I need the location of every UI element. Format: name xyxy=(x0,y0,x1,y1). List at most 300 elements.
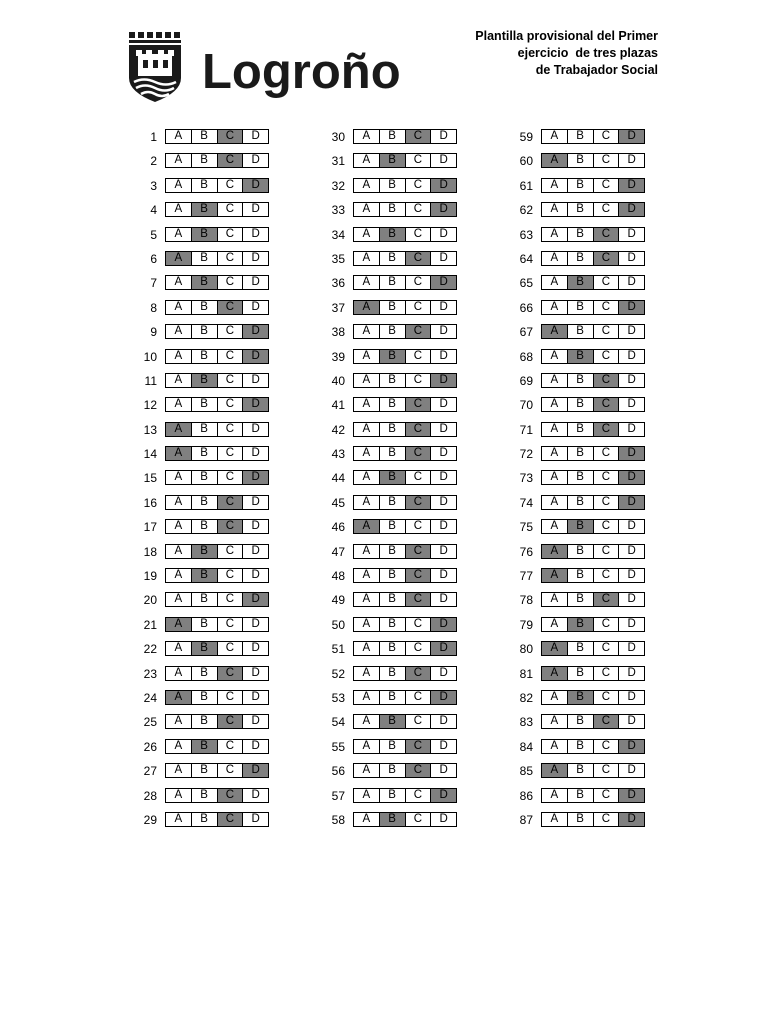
option-cell: A xyxy=(354,203,380,216)
option-cell: A xyxy=(542,520,568,533)
option-boxes xyxy=(165,690,269,705)
option-cell: A xyxy=(542,398,568,411)
question-number: 74 xyxy=(519,495,533,510)
option-cell: D xyxy=(251,715,260,728)
option-cell: A xyxy=(166,301,192,314)
option-boxes xyxy=(165,227,269,242)
option-cell-selected: C xyxy=(218,789,244,802)
option-cell: D xyxy=(627,544,636,557)
option-cell-selected: B xyxy=(380,228,406,241)
option-cell: A xyxy=(354,447,380,460)
question-number: 31 xyxy=(331,154,345,169)
option-cell-selected: C xyxy=(406,130,432,143)
option-boxes xyxy=(353,446,457,461)
option-cell: A xyxy=(542,447,568,460)
option-boxes xyxy=(353,129,457,144)
option-cell: C xyxy=(406,374,432,387)
option-boxes xyxy=(353,666,457,681)
question-number: 16 xyxy=(143,495,157,510)
option-boxes xyxy=(165,153,269,168)
option-cell: B xyxy=(192,252,218,265)
question-number: 57 xyxy=(331,788,345,803)
option-cell: B xyxy=(568,496,594,509)
option-cell: D xyxy=(251,544,260,557)
option-cell: C xyxy=(594,520,620,533)
option-boxes xyxy=(165,739,269,754)
option-cell: B xyxy=(192,593,218,606)
option-cell: C xyxy=(594,764,620,777)
option-cell: C xyxy=(218,203,244,216)
option-cell: C xyxy=(406,154,432,167)
question-number: 10 xyxy=(143,349,157,364)
option-cell-selected: C xyxy=(406,496,432,509)
option-cell: B xyxy=(568,447,594,460)
option-cell: C xyxy=(406,715,432,728)
option-cell: C xyxy=(594,691,620,704)
question-number: 9 xyxy=(150,325,157,340)
option-cell: B xyxy=(568,423,594,436)
option-boxes xyxy=(541,422,645,437)
option-cell-selected: A xyxy=(542,325,568,338)
option-cell: B xyxy=(380,276,406,289)
option-boxes xyxy=(353,788,457,803)
option-cell: D xyxy=(439,300,448,313)
option-boxes xyxy=(541,153,645,168)
option-boxes xyxy=(165,251,269,266)
option-cell: A xyxy=(354,545,380,558)
option-cell-selected: C xyxy=(218,813,244,826)
option-cell: B xyxy=(380,691,406,704)
option-cell: B xyxy=(380,789,406,802)
option-cell: B xyxy=(380,642,406,655)
option-cell: D xyxy=(251,666,260,679)
option-cell: B xyxy=(380,179,406,192)
question-number: 17 xyxy=(143,520,157,535)
question-number: 46 xyxy=(331,520,345,535)
option-boxes xyxy=(541,739,645,754)
option-cell: B xyxy=(380,301,406,314)
option-cell: B xyxy=(192,447,218,460)
option-cell: B xyxy=(192,130,218,143)
option-cell-selected: A xyxy=(354,301,380,314)
question-number: 84 xyxy=(519,739,533,754)
option-cell: B xyxy=(192,520,218,533)
option-cell-selected: B xyxy=(192,276,218,289)
question-number: 25 xyxy=(143,715,157,730)
question-number: 47 xyxy=(331,544,345,559)
option-cell: C xyxy=(594,447,620,460)
option-boxes xyxy=(353,178,457,193)
option-boxes xyxy=(353,373,457,388)
question-number: 38 xyxy=(331,325,345,340)
option-cell: B xyxy=(380,667,406,680)
option-boxes xyxy=(353,812,457,827)
title-line: ejercicio de tres plazas xyxy=(517,46,658,60)
option-cell-selected: B xyxy=(192,740,218,753)
question-number: 73 xyxy=(519,471,533,486)
option-cell: A xyxy=(354,471,380,484)
option-cell: C xyxy=(406,520,432,533)
option-cell: C xyxy=(218,179,244,192)
option-cell: C xyxy=(594,667,620,680)
option-boxes xyxy=(353,275,457,290)
option-cell-selected: B xyxy=(192,228,218,241)
question-number: 87 xyxy=(519,812,533,827)
option-cell-selected: A xyxy=(542,154,568,167)
option-cell: C xyxy=(218,569,244,582)
option-cell-selected: D xyxy=(431,789,456,802)
question-number: 3 xyxy=(150,178,157,193)
option-cell: A xyxy=(354,789,380,802)
option-cell-selected: D xyxy=(431,691,456,704)
question-number: 40 xyxy=(331,373,345,388)
option-cell: D xyxy=(627,715,636,728)
option-cell: D xyxy=(251,227,260,240)
option-cell: D xyxy=(627,398,636,411)
option-boxes xyxy=(541,592,645,607)
option-boxes xyxy=(165,470,269,485)
question-number: 62 xyxy=(519,203,533,218)
option-boxes xyxy=(353,251,457,266)
option-cell-selected: D xyxy=(431,642,456,655)
option-cell-selected: A xyxy=(166,691,192,704)
option-cell: C xyxy=(406,276,432,289)
option-cell: D xyxy=(439,422,448,435)
option-boxes xyxy=(353,592,457,607)
option-cell: A xyxy=(354,764,380,777)
question-number: 77 xyxy=(519,569,533,584)
option-cell: D xyxy=(439,471,448,484)
option-cell: B xyxy=(192,813,218,826)
option-cell: B xyxy=(568,789,594,802)
option-cell: D xyxy=(627,666,636,679)
option-cell: C xyxy=(594,813,620,826)
option-cell: B xyxy=(380,374,406,387)
option-cell: D xyxy=(627,349,636,362)
option-cell: A xyxy=(542,374,568,387)
question-number: 76 xyxy=(519,544,533,559)
option-cell: C xyxy=(406,618,432,631)
option-cell-selected: D xyxy=(619,179,644,192)
option-cell: D xyxy=(627,227,636,240)
question-number: 6 xyxy=(150,251,157,266)
option-cell: B xyxy=(380,423,406,436)
option-cell-selected: D xyxy=(619,130,644,143)
option-cell-selected: D xyxy=(243,398,268,411)
option-cell-selected: A xyxy=(166,423,192,436)
question-number: 5 xyxy=(150,227,157,242)
option-cell-selected: B xyxy=(192,203,218,216)
question-number: 75 xyxy=(519,520,533,535)
option-cell: B xyxy=(380,203,406,216)
option-cell: A xyxy=(354,496,380,509)
option-cell-selected: C xyxy=(406,447,432,460)
option-cell: A xyxy=(166,471,192,484)
question-number: 19 xyxy=(143,569,157,584)
option-boxes xyxy=(165,788,269,803)
option-cell: D xyxy=(627,422,636,435)
option-cell-selected: C xyxy=(406,593,432,606)
option-cell: A xyxy=(354,154,380,167)
question-number: 35 xyxy=(331,251,345,266)
option-boxes xyxy=(353,397,457,412)
option-boxes xyxy=(165,617,269,632)
option-cell: A xyxy=(354,618,380,631)
option-cell: D xyxy=(251,251,260,264)
option-cell: D xyxy=(627,593,636,606)
question-number: 45 xyxy=(331,495,345,510)
option-cell: B xyxy=(568,374,594,387)
question-number: 41 xyxy=(331,398,345,413)
option-boxes xyxy=(541,666,645,681)
option-cell: B xyxy=(568,667,594,680)
option-cell-selected: C xyxy=(406,325,432,338)
option-cell-selected: B xyxy=(380,471,406,484)
option-boxes xyxy=(165,397,269,412)
option-cell: B xyxy=(568,228,594,241)
coat-of-arms-icon xyxy=(126,30,186,104)
option-cell: A xyxy=(166,203,192,216)
option-cell: A xyxy=(354,276,380,289)
option-cell: B xyxy=(568,593,594,606)
option-cell: A xyxy=(354,813,380,826)
option-cell: A xyxy=(354,593,380,606)
option-boxes xyxy=(541,690,645,705)
question-number: 42 xyxy=(331,422,345,437)
option-boxes xyxy=(165,666,269,681)
option-cell: C xyxy=(218,618,244,631)
option-boxes xyxy=(165,275,269,290)
option-cell: C xyxy=(594,789,620,802)
option-cell: B xyxy=(380,593,406,606)
option-cell-selected: C xyxy=(218,520,244,533)
option-cell-selected: A xyxy=(166,447,192,460)
question-number: 39 xyxy=(331,349,345,364)
question-number: 50 xyxy=(331,617,345,632)
option-cell-selected: C xyxy=(594,593,620,606)
option-cell: D xyxy=(439,739,448,752)
option-cell-selected: C xyxy=(218,154,244,167)
option-cell-selected: A xyxy=(542,764,568,777)
option-cell: B xyxy=(568,569,594,582)
option-cell: D xyxy=(251,447,260,460)
option-cell: C xyxy=(218,398,244,411)
question-number: 86 xyxy=(519,788,533,803)
option-cell-selected: D xyxy=(243,350,268,363)
option-cell: A xyxy=(166,276,192,289)
option-cell: A xyxy=(166,520,192,533)
option-cell: A xyxy=(542,301,568,314)
question-number: 63 xyxy=(519,227,533,242)
option-cell-selected: A xyxy=(542,545,568,558)
option-boxes xyxy=(541,641,645,656)
option-cell: A xyxy=(166,228,192,241)
option-cell: C xyxy=(594,179,620,192)
option-cell: D xyxy=(251,300,260,313)
option-cell: D xyxy=(439,398,448,411)
option-boxes xyxy=(541,495,645,510)
option-cell-selected: A xyxy=(354,520,380,533)
option-cell: C xyxy=(218,764,244,777)
question-number: 49 xyxy=(331,593,345,608)
option-boxes xyxy=(353,690,457,705)
question-number: 58 xyxy=(331,812,345,827)
option-cell: C xyxy=(218,228,244,241)
option-cell: A xyxy=(166,374,192,387)
option-cell: C xyxy=(406,642,432,655)
option-cell: A xyxy=(166,789,192,802)
option-cell: B xyxy=(192,179,218,192)
option-cell: B xyxy=(568,130,594,143)
option-cell: B xyxy=(192,667,218,680)
option-cell: C xyxy=(406,691,432,704)
option-boxes xyxy=(165,349,269,364)
option-cell-selected: C xyxy=(218,130,244,143)
option-cell-selected: D xyxy=(431,618,456,631)
option-cell-selected: B xyxy=(192,642,218,655)
option-cell: D xyxy=(627,690,636,703)
option-boxes xyxy=(541,251,645,266)
question-number: 53 xyxy=(331,690,345,705)
option-cell: A xyxy=(354,179,380,192)
option-cell: D xyxy=(251,373,260,386)
option-cell: B xyxy=(380,325,406,338)
option-cell: A xyxy=(542,130,568,143)
option-boxes xyxy=(353,763,457,778)
option-boxes xyxy=(353,153,457,168)
option-boxes xyxy=(541,812,645,827)
option-cell: B xyxy=(192,350,218,363)
option-cell-selected: D xyxy=(431,276,456,289)
option-boxes xyxy=(541,227,645,242)
question-number: 80 xyxy=(519,642,533,657)
option-boxes xyxy=(353,739,457,754)
option-cell: D xyxy=(251,422,260,435)
question-number: 15 xyxy=(143,471,157,486)
option-boxes xyxy=(541,397,645,412)
option-cell: A xyxy=(166,350,192,363)
option-cell: A xyxy=(542,252,568,265)
title-line: Plantilla provisional del Primer xyxy=(475,29,658,43)
option-cell: D xyxy=(627,642,636,655)
option-cell: C xyxy=(406,789,432,802)
option-boxes xyxy=(165,568,269,583)
option-cell: C xyxy=(594,496,620,509)
option-cell: D xyxy=(439,812,448,825)
option-cell: D xyxy=(627,617,636,630)
option-cell: C xyxy=(406,813,432,826)
option-cell: D xyxy=(627,764,636,777)
option-cell: C xyxy=(218,276,244,289)
question-number: 30 xyxy=(331,130,345,144)
option-cell: C xyxy=(594,301,620,314)
option-boxes xyxy=(353,641,457,656)
option-cell: A xyxy=(166,496,192,509)
option-cell: A xyxy=(166,569,192,582)
option-cell: A xyxy=(354,130,380,143)
question-number: 28 xyxy=(143,788,157,803)
option-cell: C xyxy=(594,618,620,631)
question-number: 78 xyxy=(519,593,533,608)
option-cell-selected: D xyxy=(243,764,268,777)
option-cell-selected: A xyxy=(166,618,192,631)
option-boxes xyxy=(165,178,269,193)
option-cell-selected: C xyxy=(218,301,244,314)
option-boxes xyxy=(541,788,645,803)
question-number: 7 xyxy=(150,276,157,291)
option-cell-selected: D xyxy=(619,301,644,314)
option-cell: B xyxy=(192,789,218,802)
question-number: 33 xyxy=(331,203,345,218)
option-boxes xyxy=(165,324,269,339)
option-cell: C xyxy=(218,691,244,704)
option-cell: B xyxy=(568,301,594,314)
option-boxes xyxy=(541,568,645,583)
option-cell: D xyxy=(439,154,448,167)
option-cell: D xyxy=(439,593,448,606)
question-number: 48 xyxy=(331,569,345,584)
option-cell: B xyxy=(380,398,406,411)
option-boxes xyxy=(541,544,645,559)
option-cell: D xyxy=(627,276,636,289)
option-cell-selected: A xyxy=(542,569,568,582)
option-cell: B xyxy=(568,179,594,192)
option-cell: D xyxy=(251,495,260,508)
option-cell-selected: B xyxy=(380,813,406,826)
option-cell: D xyxy=(251,690,260,703)
question-number: 59 xyxy=(519,130,533,144)
option-cell: D xyxy=(627,154,636,167)
option-cell: B xyxy=(380,764,406,777)
option-cell: A xyxy=(542,496,568,509)
question-number: 71 xyxy=(519,422,533,437)
option-cell: D xyxy=(251,276,260,289)
option-cell-selected: D xyxy=(243,179,268,192)
option-cell-selected: B xyxy=(192,545,218,558)
option-cell: A xyxy=(166,545,192,558)
option-cell: B xyxy=(568,545,594,558)
option-cell: B xyxy=(380,447,406,460)
option-cell-selected: C xyxy=(406,423,432,436)
option-cell: A xyxy=(166,715,192,728)
option-cell: D xyxy=(439,520,448,533)
option-cell: A xyxy=(166,154,192,167)
option-cell: D xyxy=(251,788,260,801)
option-cell-selected: D xyxy=(619,496,644,509)
option-cell: C xyxy=(218,642,244,655)
option-boxes xyxy=(353,470,457,485)
option-cell: C xyxy=(594,471,620,484)
option-cell: B xyxy=(380,740,406,753)
option-cell: A xyxy=(354,667,380,680)
question-number: 66 xyxy=(519,300,533,315)
option-cell: A xyxy=(166,593,192,606)
option-boxes xyxy=(541,202,645,217)
question-number: 81 xyxy=(519,666,533,681)
option-cell-selected: D xyxy=(243,471,268,484)
option-boxes xyxy=(541,300,645,315)
question-number: 14 xyxy=(143,447,157,462)
option-cell-selected: B xyxy=(380,350,406,363)
option-cell: C xyxy=(594,350,620,363)
option-cell-selected: A xyxy=(542,667,568,680)
question-number: 24 xyxy=(143,690,157,705)
option-cell: B xyxy=(380,618,406,631)
option-cell-selected: C xyxy=(406,545,432,558)
option-cell: D xyxy=(439,251,448,264)
option-boxes xyxy=(353,202,457,217)
question-number: 20 xyxy=(143,593,157,608)
